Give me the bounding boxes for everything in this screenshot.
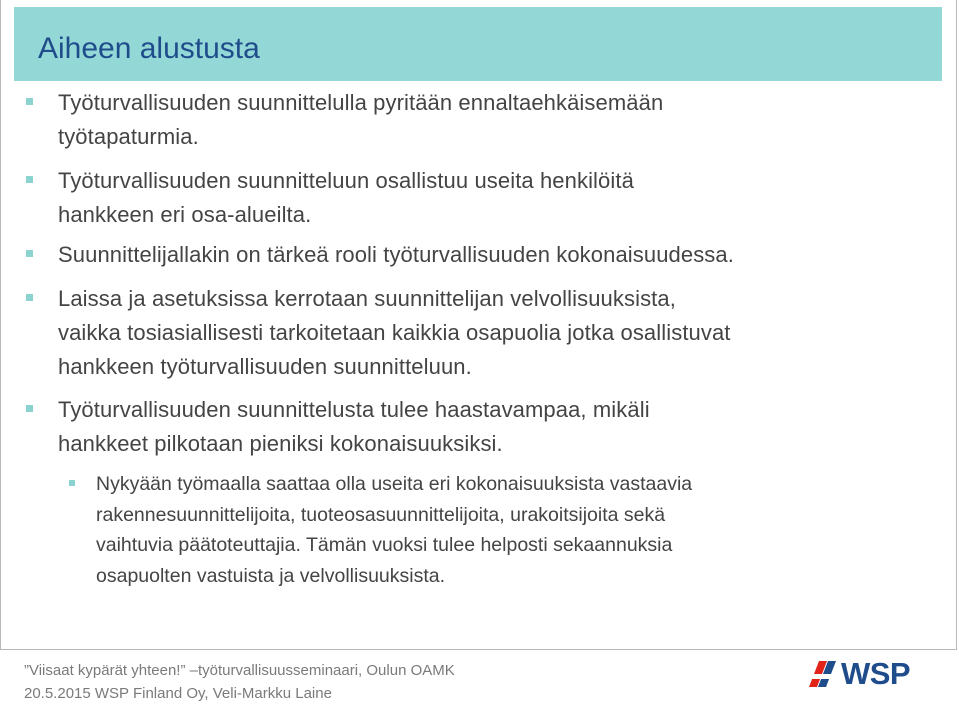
bullet-line: Työturvallisuuden suunnitteluun osallistuu useita henkilöitä xyxy=(58,168,634,193)
slide-title: Aiheen alustusta xyxy=(38,32,260,65)
bullet-item xyxy=(58,164,938,232)
square-bullet-icon xyxy=(69,480,75,486)
bullet-line: hankkeen eri osa-alueilta. xyxy=(58,202,312,227)
sub-bullet-item xyxy=(96,469,936,591)
square-bullet-icon xyxy=(26,405,33,412)
bullet-item xyxy=(58,238,938,272)
sub-bullet-line: rakennesuunnittelijoita, tuoteosasuunnittelijoita, urakoitsijoita sekä xyxy=(96,503,666,526)
title-bar xyxy=(14,7,942,81)
bullet-item xyxy=(58,393,938,461)
square-bullet-icon xyxy=(26,294,33,301)
sub-bullet-line: Nykyään työmaalla saattaa olla useita eri kokonaisuuksista vastaavia xyxy=(96,473,693,495)
bullet-line: hankkeet pilkotaan pieniksi kokonaisuuksiksi. xyxy=(58,431,503,456)
bullet-line: vaikka tosiasiallisesti tarkoitetaan kaikkia osapuolia jotka osallistuvat xyxy=(58,320,731,345)
bullet-line: Työturvallisuuden suunnittelulla pyritään ennaltaehkäisemään xyxy=(58,90,664,115)
square-bullet-icon xyxy=(26,98,33,105)
footer-event-text: ”Viisaat kypärät yhteen!” –työturvallisuusseminaari, Oulun OAMK xyxy=(24,662,455,679)
bullet-line: Laissa ja asetuksissa kerrotaan suunnittelijan velvollisuuksista, xyxy=(58,286,676,311)
bullet-line: työtapaturmia. xyxy=(58,124,199,149)
square-bullet-icon xyxy=(26,176,33,183)
bullet-line: Työturvallisuuden suunnittelusta tulee haastavampaa, mikäli xyxy=(58,397,650,422)
bullet-line: hankkeen työturvallisuuden suunnitteluun. xyxy=(58,354,472,379)
square-bullet-icon xyxy=(26,250,33,257)
wsp-logo-icon xyxy=(806,657,840,691)
sub-bullet-line: vaihtuvia päätoteuttajia. Tämän vuoksi tulee helposti sekaannuksia xyxy=(96,534,673,556)
bullet-item xyxy=(58,282,938,384)
bullet-line: Suunnittelijallakin on tärkeä rooli työturvallisuuden kokonaisuudessa. xyxy=(58,242,734,267)
footer-date-author: 20.5.2015 WSP Finland Oy, Veli-Markku Laine xyxy=(24,685,332,702)
bullet-item xyxy=(58,86,938,154)
wsp-logo-text: WSP xyxy=(841,656,911,691)
sub-bullet-line: osapuolten vastuista ja velvollisuuksista. xyxy=(96,564,446,587)
wsp-logo xyxy=(806,655,918,695)
